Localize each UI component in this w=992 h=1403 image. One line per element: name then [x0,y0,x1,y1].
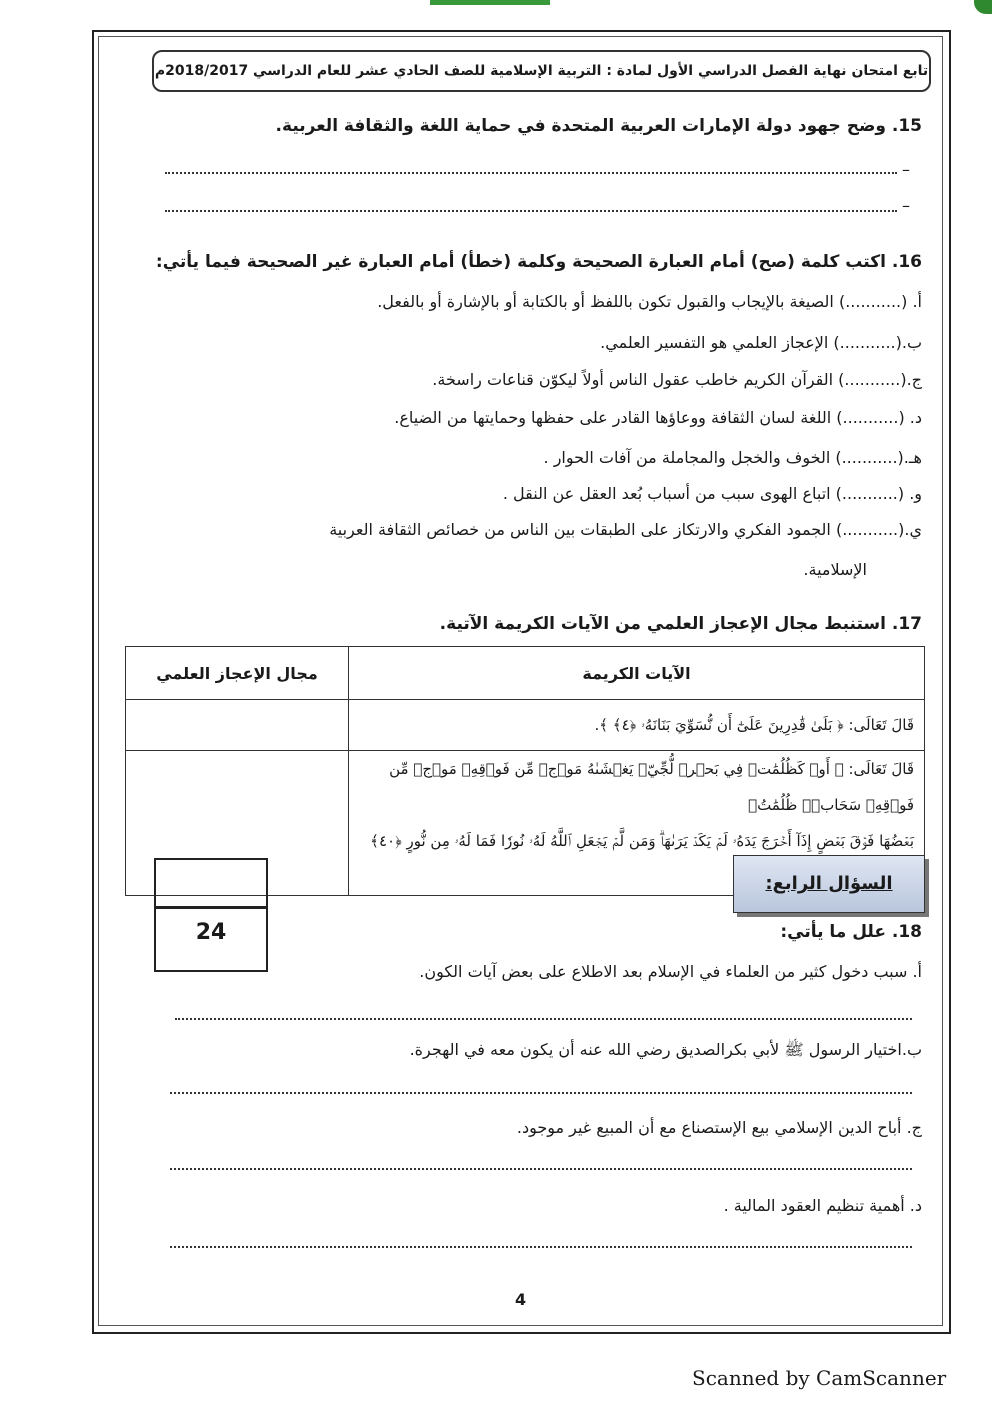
q16-item-a: أ. (...........) الصيغة بالإيجاب والقبول تكون باللفظ أو بالكتابة أو بالإشارة أو بالفعل. [377,292,922,311]
q16-item-d: د. (...........) اللغة لسان الثقافة ووعاؤها القادر على حفظها وحمايتها من الضياع. [394,408,922,427]
question-18: 18. علل ما يأتي: [780,922,922,942]
answer-line[interactable] [165,210,897,212]
answer-line[interactable] [170,1092,912,1094]
q16-item-b: ب.(...........) الإعجاز العلمي هو التفسير العلمي. [600,333,922,352]
verse-cell-1: قَالَ تَعَالَى: ﴿ بَلَىٰ قَٰدِرِينَ عَلَىٰٓ أَن نُّسَوِّيَ بَنَانَهُۥ ﴿٤﴾ ﴾. [349,700,925,751]
answer-cell[interactable] [126,700,349,751]
q16-item-h: هـ.(...........) الخوف والخجل والمجاملة من آفات الحوار . [543,448,922,467]
section-4-title: السؤال الرابع: [733,855,925,913]
question-16: 16. اكتب كلمة (صح) أمام العبارة الصحيحة وكلمة (خطأ) أمام العبارة غير الصحيحة فيما يأتي: [155,252,922,272]
score-divider [156,906,266,909]
corner-mark [974,0,992,14]
verse2-line2: بَعۡضُهَا فَوۡقَ بَعۡضٍ إِذَآ أَخۡرَجَ يَدَهُۥ لَمۡ يَكَدۡ يَرَىٰهَاۗ وَمَن لَّمۡ يَجۡعَلِ ٱللَّهُ لَهُۥ نُورٗا فَمَا لَهُۥ مِن نُّورٍ ﴿٤٠﴾ [370,832,914,850]
top-edge-mark [430,0,550,5]
answer-line[interactable] [165,172,897,174]
table-row [126,700,925,751]
q16-item-c: ج.(...........) القرآن الكريم خاطب عقول الناس أولاً ليكوّن قناعات راسخة. [432,370,922,389]
col-header-verses: الآيات الكريمة [349,647,925,700]
q18-item-a: أ. سبب دخول كثير من العلماء في الإسلام بعد الاطلاع على بعض آيات الكون. [419,962,922,981]
q18-item-c: ج. أباح الدين الإسلامي بيع الإستصناع مع أن المبيع غير موجود. [516,1118,922,1137]
page-number: 4 [515,1290,527,1309]
q18-item-d: د. أهمية تنظيم العقود المالية . [723,1196,922,1215]
score-box [154,858,268,972]
score-value: 24 [195,920,227,945]
answer-dash-1: – [902,160,910,179]
exam-header-title: تابع امتحان نهاية الفصل الدراسي الأول لمادة : التربية الإسلامية للصف الحادي عشر للعام الدراسي 2018/2017م [154,63,929,79]
exam-header [152,50,931,92]
answer-line[interactable] [170,1246,912,1248]
q16-item-w: و. (...........) اتباع الهوى سبب من أسباب بُعد العقل عن النقل . [502,484,922,503]
question-17: 17. استنبط مجال الإعجاز العلمي من الآيات الكريمة الآتية. [439,614,922,634]
scanner-watermark: Scanned by CamScanner [692,1366,947,1390]
answer-line[interactable] [175,1018,912,1020]
col-header-field: مجال الإعجاز العلمي [126,647,349,700]
answer-dash-2: – [902,196,910,215]
answer-line[interactable] [170,1168,912,1170]
q18-item-b: ب.اختيار الرسول ﷺ لأبي بكرالصديق رضي الله عنه أن يكون معه في الهجرة. [409,1040,922,1059]
question-15: 15. وضح جهود دولة الإمارات العربية المتحدة في حماية اللغة والثقافة العربية. [275,116,922,136]
verse2-line1: قَالَ تَعَالَى: ﴿ أَوۡ كَظُلُمَٰتٖ فِي بَحۡرٖ لُّجِّيّٖ يَغۡشَىٰهُ مَوۡجٞ مِّن فَوۡقِهِۦ مَوۡجٞ مِّن فَوۡقِهِۦ سَحَابٞۚ ظُلُمَٰتُۢ [389,760,914,814]
q16-item-y-continuation: الإسلامية. [803,560,867,579]
table-header-row [126,647,925,700]
q16-item-y: ي.(...........) الجمود الفكري والارتكاز على الطبقات بين الناس من خصائص الثقافة العربية [329,520,922,539]
